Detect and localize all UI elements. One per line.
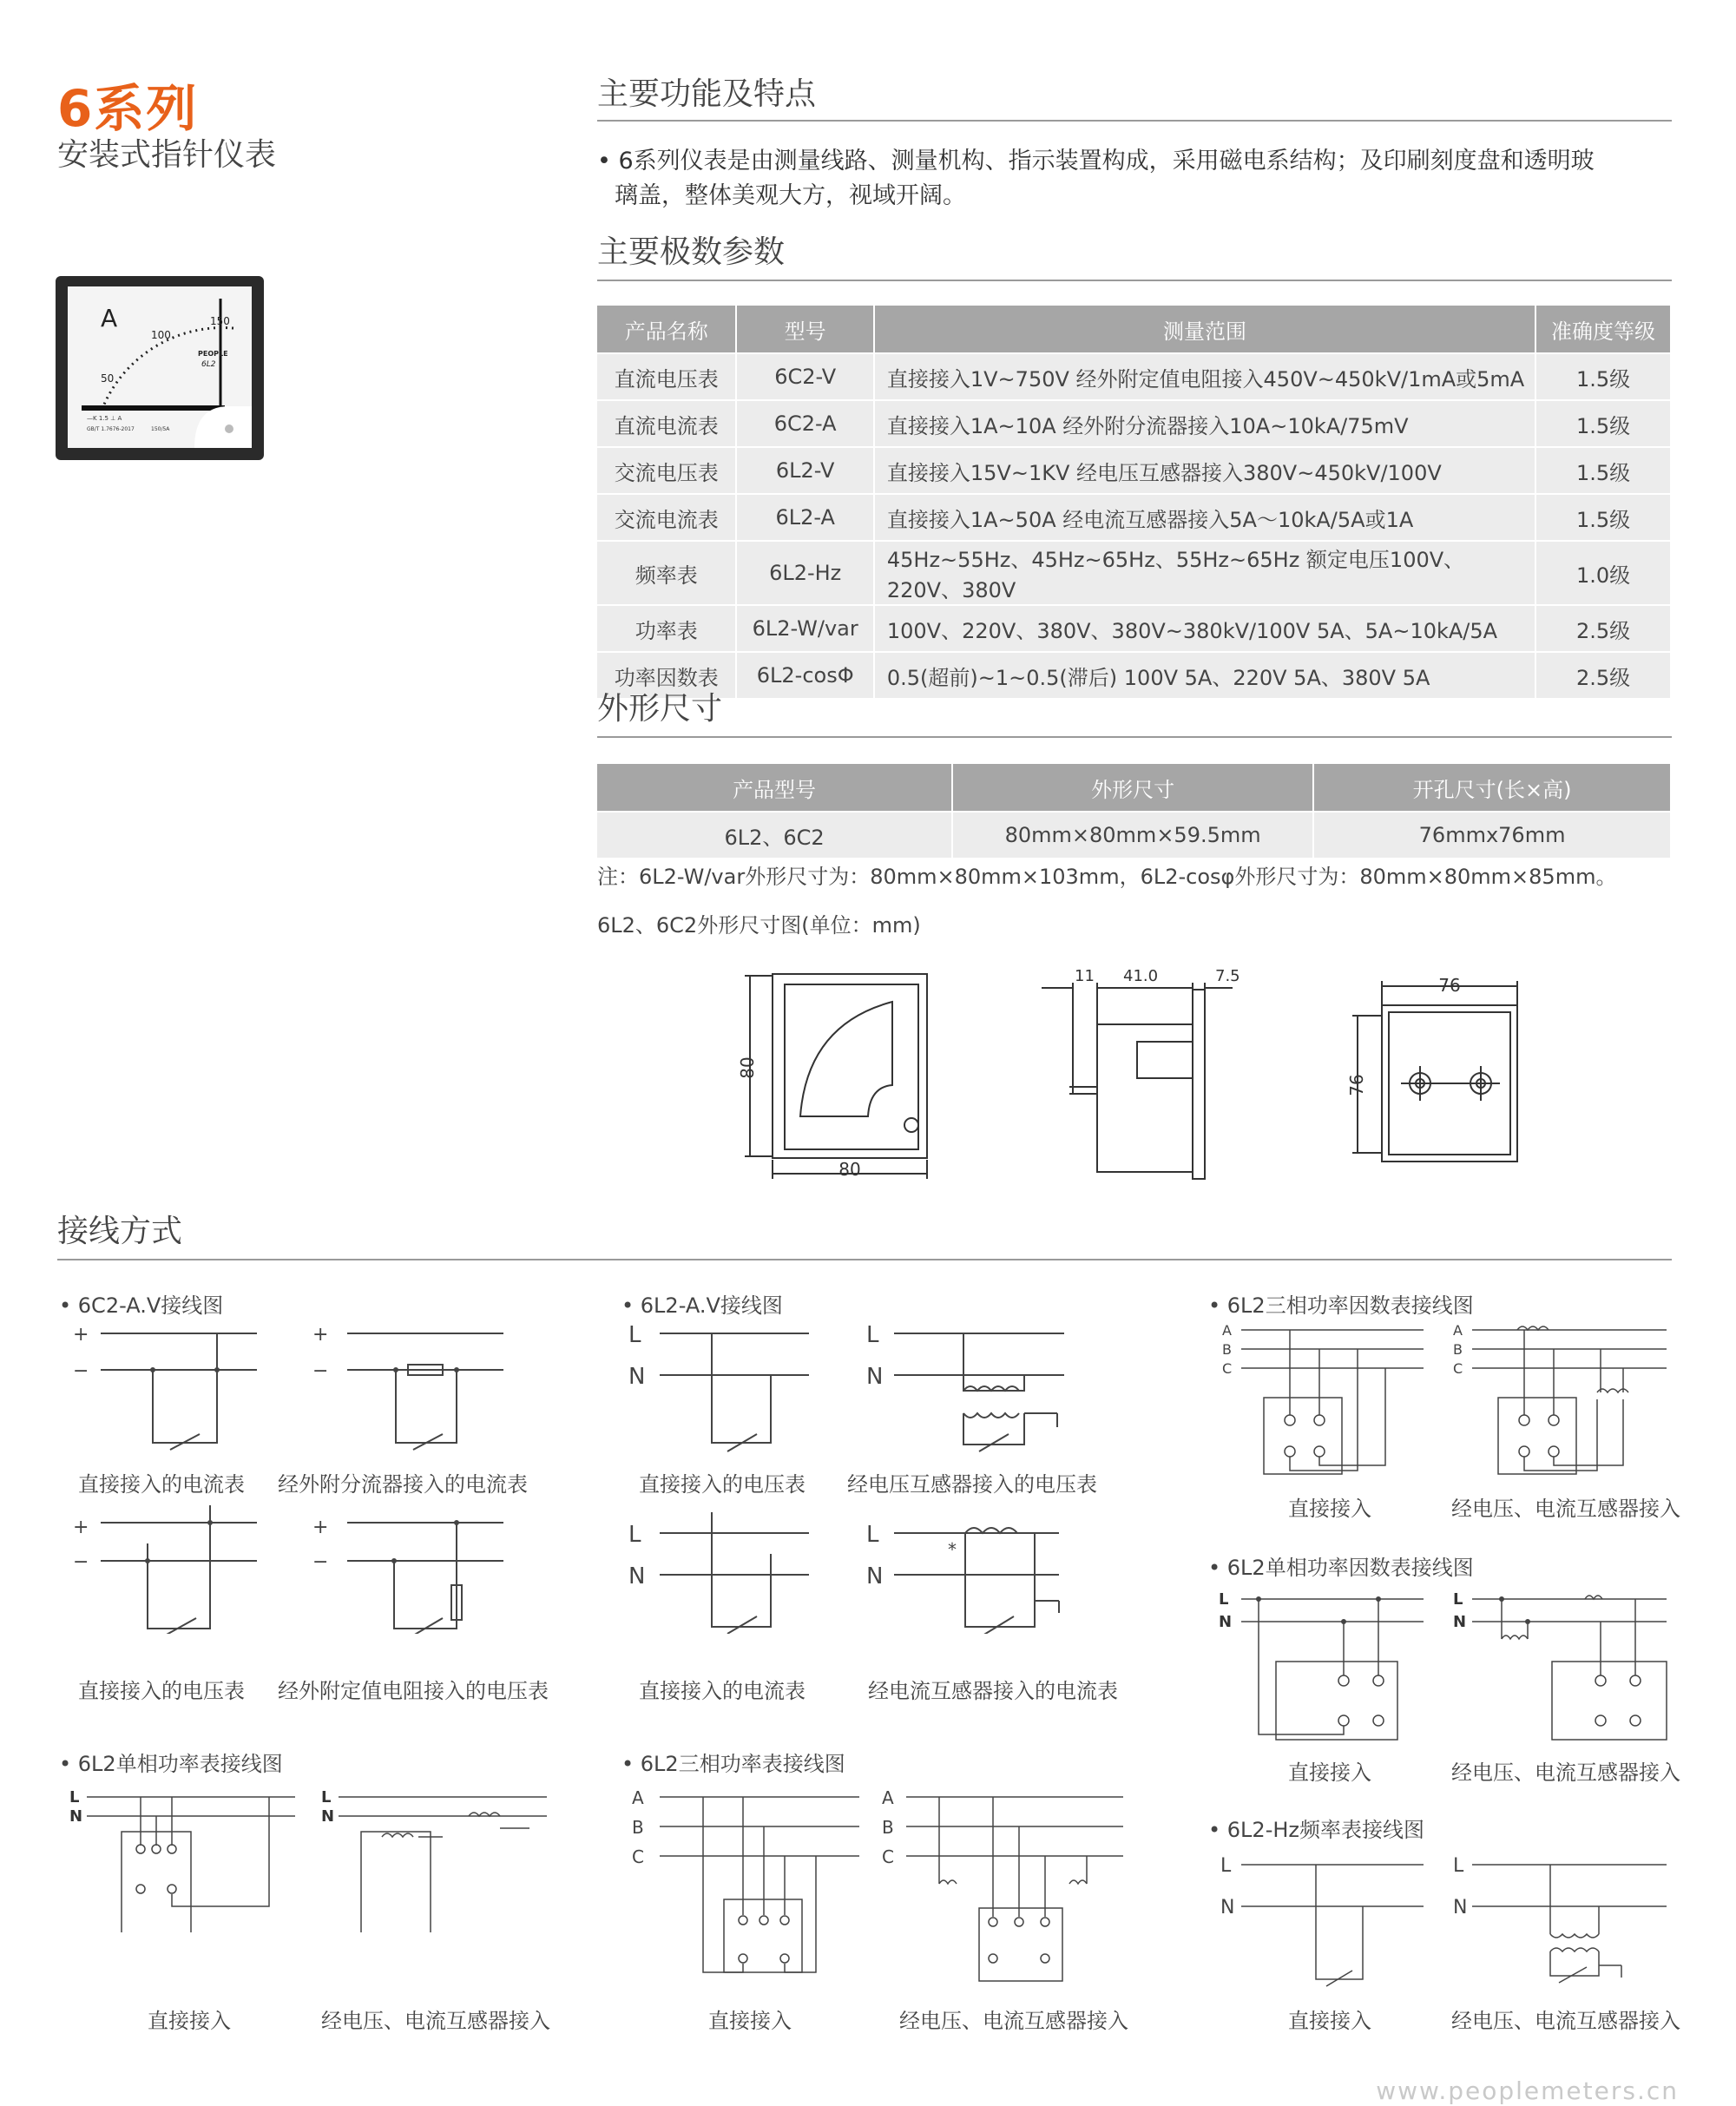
sym-minus: − xyxy=(73,1551,89,1573)
table-row xyxy=(597,605,1671,652)
cell-range: 直接接入1A~10A 经外附分流器接入10A~10kA/75mV xyxy=(874,400,1535,447)
sym-A: A xyxy=(632,1787,644,1808)
caption-1phase-power-2: 经电压、电流互感器接入 xyxy=(321,2009,550,2033)
wiring-heading: 接线方式 xyxy=(57,1214,183,1249)
meter-standard: GB/T 1.7676-2017 xyxy=(87,426,135,432)
sym-B: B xyxy=(882,1817,894,1838)
caption-6c2-4: 经外附定值电阻接入的电压表 xyxy=(278,1679,549,1703)
sym-plus: + xyxy=(312,1517,329,1538)
params-col-name: 产品名称 xyxy=(597,306,736,353)
wiring-1phase-power-diagrams xyxy=(61,1776,556,1932)
footer-url[interactable]: www.peoplemeters.cn xyxy=(1376,2076,1679,2105)
wiring-title-3phase-pf: • 6L2三相功率因数表接线图 xyxy=(1208,1293,1474,1318)
caption-3phase-pf-2: 经电压、电流互感器接入 xyxy=(1451,1497,1680,1521)
sym-A: A xyxy=(1222,1322,1232,1339)
dimensions-note: 注：6L2-W/var外形尺寸为：80mm×80mm×103mm，6L2-cosφ外形尺寸为：80mm×80mm×85mm。 xyxy=(597,865,1617,889)
table-row xyxy=(597,494,1671,541)
features-heading: 主要功能及特点 xyxy=(597,76,817,112)
wiring-1phase-pf-diagrams xyxy=(1215,1578,1675,1752)
cell-name: 功率因数表 xyxy=(597,652,736,698)
sym-L: L xyxy=(628,1322,641,1348)
front-view-dial xyxy=(800,1002,892,1116)
meter-class-mark: —K 1.5 ⊥ A xyxy=(87,415,122,422)
dim-col-model: 产品型号 xyxy=(597,764,952,812)
cell-name: 交流电压表 xyxy=(597,447,736,494)
params-header-row xyxy=(597,306,1671,353)
sym-N: N xyxy=(866,1364,884,1390)
side-view-bezel xyxy=(1193,990,1205,1179)
dim-col-cutout: 开孔尺寸(长×高) xyxy=(1313,764,1671,812)
caption-3phase-power-2: 经电压、电流互感器接入 xyxy=(899,2009,1128,2033)
cell-dim-model: 6L2、6C2 xyxy=(597,812,952,858)
dimensions-table xyxy=(597,764,1672,858)
sym-A: A xyxy=(1453,1322,1463,1339)
caption-3phase-pf-1: 直接接入 xyxy=(1288,1497,1371,1521)
table-row xyxy=(597,541,1671,605)
cell-accuracy: 1.5级 xyxy=(1535,447,1671,494)
pf-meter-box xyxy=(1264,1398,1342,1474)
front-view-window xyxy=(785,984,918,1149)
sym-L: L xyxy=(866,1322,879,1348)
table-row xyxy=(597,353,1671,400)
table-row xyxy=(597,400,1671,447)
cell-range: 直接接入1V~750V 经外附定值电阻接入450V~450kV/1mA或5mA xyxy=(874,353,1535,400)
vt-primary xyxy=(963,1333,1024,1391)
features-rule xyxy=(597,120,1672,122)
sym-star: * xyxy=(948,1539,957,1560)
sym-L: L xyxy=(1220,1855,1232,1877)
cell-name: 交流电流表 xyxy=(597,494,736,541)
cell-name: 功率表 xyxy=(597,605,736,652)
dimensions-header-row xyxy=(597,764,1671,812)
dimensions-drawing-title: 6L2、6C2外形尺寸图(单位：mm) xyxy=(597,913,921,938)
cell-model: 6L2-cosΦ xyxy=(736,652,873,698)
params-col-model: 型号 xyxy=(736,306,873,353)
wiring-3phase-power-diagrams xyxy=(625,1776,1146,1984)
wiring-title-6l2av: • 6L2-A.V接线图 xyxy=(621,1293,783,1318)
caption-6c2-1: 直接接入的电流表 xyxy=(78,1472,245,1497)
cell-range: 0.5(超前)~1~0.5(滞后) 100V 5A、220V 5A、380V 5A xyxy=(874,652,1535,698)
table-row xyxy=(597,447,1671,494)
caption-6c2-2: 经外附分流器接入的电流表 xyxy=(278,1472,528,1497)
side-view-body xyxy=(1097,1024,1193,1172)
caption-hz-1: 直接接入 xyxy=(1288,2009,1371,2033)
cell-accuracy: 1.5级 xyxy=(1535,494,1671,541)
sym-C: C xyxy=(632,1846,644,1867)
sym-N: N xyxy=(69,1807,83,1826)
sym-L: L xyxy=(866,1522,879,1548)
cell-model: 6C2-V xyxy=(736,353,873,400)
dimensions-rule xyxy=(597,736,1672,738)
params-col-range: 测量范围 xyxy=(874,306,1535,353)
cell-range: 直接接入15V~1KV 经电压互感器接入380V~450kV/100V xyxy=(874,447,1535,494)
cell-model: 6L2-A xyxy=(736,494,873,541)
wiring-title-hz: • 6L2-Hz频率表接线图 xyxy=(1208,1818,1424,1842)
params-rule xyxy=(597,280,1672,281)
sym-N: N xyxy=(628,1563,646,1589)
cell-accuracy: 1.5级 xyxy=(1535,353,1671,400)
cell-dim-size: 80mm×80mm×59.5mm xyxy=(952,812,1313,858)
sym-minus: − xyxy=(312,1360,329,1382)
caption-1phase-pf-2: 经电压、电流互感器接入 xyxy=(1451,1760,1680,1785)
caption-1phase-power-1: 直接接入 xyxy=(148,2009,231,2033)
params-col-accuracy: 准确度等级 xyxy=(1535,306,1671,353)
features-text-line1: • 6系列仪表是由测量线路、测量机构、指示装置构成，采用磁电系结构；及印刷刻度盘和透明玻 xyxy=(597,148,1595,174)
caption-6l2av-1: 直接接入的电压表 xyxy=(639,1472,806,1497)
caption-6c2-3: 直接接入的电压表 xyxy=(78,1679,245,1703)
meter-model: 6L2 xyxy=(201,360,216,369)
sym-N: N xyxy=(1220,1897,1235,1918)
caption-1phase-pf-1: 直接接入 xyxy=(1288,1760,1371,1785)
dim-front-width: 80 xyxy=(838,1159,861,1180)
features-text-line2: 璃盖，整体美观大方，视域开阔。 xyxy=(615,182,966,209)
caption-3phase-power-1: 直接接入 xyxy=(708,2009,792,2033)
wiring-title-1phase-power: • 6L2单相功率表接线图 xyxy=(59,1752,283,1776)
cell-range: 100V、220V、380V、380V~380kV/100V 5A、5A~10kA/5A xyxy=(874,605,1535,652)
caption-6l2av-4: 经电流互感器接入的电流表 xyxy=(868,1679,1118,1703)
cell-range: 直接接入1A~50A 经电流互感器接入5A～10kA/5A或1A xyxy=(874,494,1535,541)
meter-brand: PEOPLE xyxy=(198,350,228,358)
caption-hz-2: 经电压、电流互感器接入 xyxy=(1451,2009,1680,2033)
caption-6l2av-3: 直接接入的电流表 xyxy=(639,1679,806,1703)
sym-L: L xyxy=(69,1788,80,1807)
front-view-screw xyxy=(904,1118,918,1132)
wiring-3phase-pf-diagrams xyxy=(1215,1313,1675,1486)
wiring-title-6c2: • 6C2-A.V接线图 xyxy=(59,1293,224,1318)
sym-L: L xyxy=(628,1522,641,1548)
sym-L: L xyxy=(1453,1855,1464,1877)
caption-6l2av-2: 经电压互感器接入的电压表 xyxy=(847,1472,1097,1497)
cell-name: 直流电压表 xyxy=(597,353,736,400)
meter-unit: A xyxy=(101,304,118,332)
series-subtitle: 安装式指针仪表 xyxy=(57,137,277,173)
table-row xyxy=(597,652,1671,698)
front-view-frame xyxy=(773,974,927,1158)
dim-cut-height: 76 xyxy=(1346,1074,1367,1096)
dimensions-heading: 外形尺寸 xyxy=(597,691,723,727)
params-table xyxy=(597,306,1672,698)
dim-side-c: 7.5 xyxy=(1215,967,1240,985)
cell-model: 6L2-Hz xyxy=(736,541,873,605)
cell-accuracy: 1.0级 xyxy=(1535,541,1671,605)
side-view-terminal xyxy=(1137,1042,1193,1078)
meter-photo xyxy=(56,276,264,460)
wiring-hz-diagrams xyxy=(1215,1839,1675,1995)
sym-plus: + xyxy=(312,1324,329,1346)
sym-B: B xyxy=(1222,1341,1232,1358)
sym-N: N xyxy=(1453,1613,1467,1631)
meter-tick-150: 150 xyxy=(210,315,230,327)
table-row xyxy=(597,812,1671,858)
sym-N: N xyxy=(866,1563,884,1589)
ammeter-direct-loop xyxy=(153,1333,217,1443)
cell-model: 6L2-W/var xyxy=(736,605,873,652)
dimension-drawings xyxy=(729,955,1562,1198)
sym-C: C xyxy=(1453,1360,1463,1377)
sym-B: B xyxy=(632,1817,644,1838)
dim-cut-width: 76 xyxy=(1438,975,1461,996)
sym-L: L xyxy=(321,1788,332,1807)
cell-name: 直流电流表 xyxy=(597,400,736,447)
sym-N: N xyxy=(1219,1613,1233,1631)
cell-dim-cutout: 76mmx76mm xyxy=(1313,812,1671,858)
sym-N: N xyxy=(1453,1897,1468,1918)
cell-accuracy: 2.5级 xyxy=(1535,605,1671,652)
sym-C: C xyxy=(1222,1360,1233,1377)
sym-A: A xyxy=(882,1787,894,1808)
dim-side-b: 41.0 xyxy=(1123,967,1159,985)
sym-minus: − xyxy=(73,1360,89,1382)
dim-front-height: 80 xyxy=(737,1056,758,1079)
wiring-rule xyxy=(57,1259,1672,1260)
sym-L: L xyxy=(1453,1590,1463,1609)
meter-tick-100: 100 xyxy=(151,329,171,341)
dim-side-a: 11 xyxy=(1075,967,1095,985)
wiring-title-1phase-pf: • 6L2单相功率因数表接线图 xyxy=(1208,1556,1474,1580)
meter-ratio: 150/5A xyxy=(151,426,170,432)
sym-L: L xyxy=(1219,1590,1229,1609)
cell-range: 45Hz~55Hz、45Hz~65Hz、55Hz~65Hz 额定电压100V、220V、380V xyxy=(874,541,1535,605)
sym-N: N xyxy=(321,1807,335,1826)
params-heading: 主要极数参数 xyxy=(597,234,786,270)
wiring-title-3phase-power: • 6L2三相功率表接线图 xyxy=(621,1752,845,1776)
sym-plus: + xyxy=(73,1324,89,1346)
series-title: 6系列 xyxy=(57,79,199,138)
sym-N: N xyxy=(628,1364,646,1390)
cell-name: 频率表 xyxy=(597,541,736,605)
sym-plus: + xyxy=(73,1517,89,1538)
cell-model: 6L2-V xyxy=(736,447,873,494)
cell-accuracy: 1.5级 xyxy=(1535,400,1671,447)
cell-model: 6C2-A xyxy=(736,400,873,447)
meter-tick-50: 50 xyxy=(101,372,115,385)
sym-C: C xyxy=(882,1846,894,1867)
dim-col-size: 外形尺寸 xyxy=(952,764,1313,812)
cell-accuracy: 2.5级 xyxy=(1535,652,1671,698)
sym-minus: − xyxy=(312,1551,329,1573)
sym-B: B xyxy=(1453,1341,1463,1358)
